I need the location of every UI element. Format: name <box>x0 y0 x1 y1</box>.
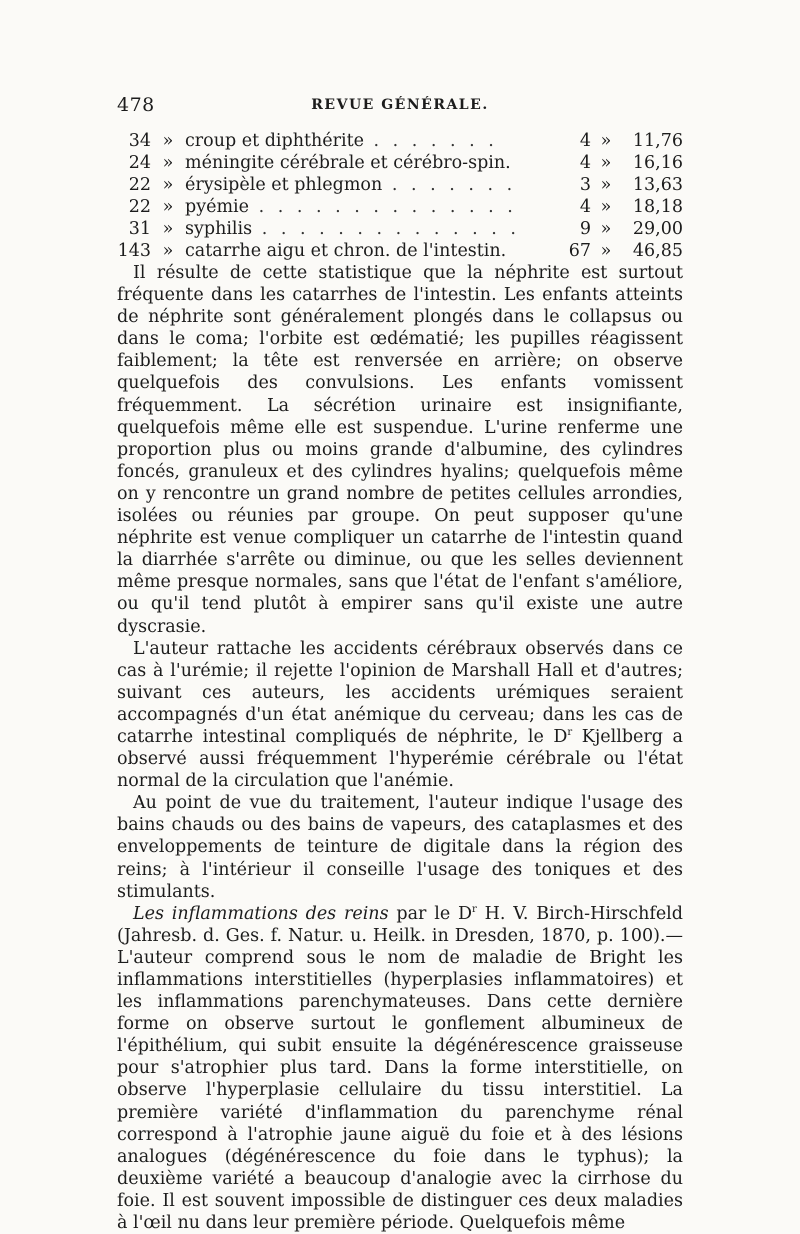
table-row <box>117 218 683 240</box>
disease-label: catarrhe aigu et chron. de l'intestin. <box>185 241 507 261</box>
case-count: 143 <box>117 241 151 261</box>
table-row <box>117 130 683 152</box>
ditto-mark: » <box>162 153 174 173</box>
table-row <box>117 196 683 218</box>
ditto-mark: » <box>162 131 174 151</box>
dot-leader: . . . . . . . <box>363 131 498 151</box>
ditto-mark: » <box>600 153 612 173</box>
table-row <box>117 174 683 196</box>
dot-leader: . . . . . . . . . . . . . . <box>249 197 517 217</box>
case-count: 22 <box>128 197 151 217</box>
disease-label: croup et diphthérite . . . . . . . <box>185 131 498 151</box>
disease-label: syphilis . . . . . . . . . . . . . . <box>185 219 520 239</box>
nephritis-count: 3 <box>579 175 591 195</box>
paragraph: Il résulte de cette statistique que la néphrite est surtout fréquente dans les catarrhes de l'intestin. Les enfants atteints de néphrite sont généralement plongés dans le collapsus ou dans le coma; l'orbite est œdématié; les pupilles réagissent faiblement; la tête est renversée en arrière; on observe quelquefois des convulsions. Les enfants vomissent fréquemment. La sécrétion urinaire est insignifiante, quelquefois même elle est suspendue. L'urine renferme une proportion plus ou moins grande d'albumine, des cylindres foncés, granuleux et des cylindres hyalins; quelquefois même on y rencontre un grand nombre de petites cellules arrondies, isolées ou réunies par groupe. On peut supposer qu'une néphrite est venue compliquer un catarrhe de l'intestin quand la diarrhée s'arrête ou diminue, ou que les selles deviennent même presque normales, sans que l'état de l'enfant s'améliore, ou qu'il tend plutôt à empirer sans qu'il existe une autre dyscrasie. <box>117 263 683 637</box>
ditto-mark: » <box>600 175 612 195</box>
table-row <box>117 240 683 262</box>
ditto-mark: » <box>600 131 612 151</box>
case-count: 34 <box>128 131 151 151</box>
ditto-mark: » <box>162 197 174 217</box>
nephritis-count: 4 <box>579 153 591 173</box>
ditto-mark: » <box>600 197 612 217</box>
percentage: 18,18 <box>632 197 683 217</box>
table-row <box>117 152 683 174</box>
case-count: 22 <box>128 175 151 195</box>
nephritis-count: 4 <box>579 197 591 217</box>
article-title: Les inflammations des reins <box>133 903 389 924</box>
paragraph: Au point de vue du traitement, l'auteur indique l'usage des bains chauds ou des bains de vapeurs, des cataplasmes et des enveloppements de teinture de digitale dans la région des reins; à l'intérieur il conseille l'usage des toniques et des stimulants. <box>117 793 683 902</box>
running-title: REVUE GÉNÉRALE. <box>311 97 489 113</box>
nephritis-count: 67 <box>568 241 591 261</box>
ditto-mark: » <box>600 219 612 239</box>
disease-label: érysipèle et phlegmon . . . . . . . <box>185 175 517 195</box>
page-number: 478 <box>117 94 155 116</box>
case-count: 24 <box>128 153 151 173</box>
disease-label: pyémie . . . . . . . . . . . . . . <box>185 197 517 217</box>
page-header <box>117 94 683 122</box>
percentage: 46,85 <box>632 241 683 261</box>
paragraph: Les inflammations des reins par le $D^r$ H. V. Birch-Hirschfeld (Jahresb. d. Ges. f. Natur. u. Heilk. in Dresden, 1870, p. 100).—L'auteur comprend sous le nom de maladie de Bright les inflammations interstitielles (hyperplasies inflammatoires) et les inflammations parenchymateuses. Dans cette dernière forme on observe surtout le gonflement albumineux de l'épithélium, qui subit ensuite la dégénérescence graisseuse pour s'atrophier plus tard. Dans la forme interstitielle, on observe l'hyperplasie cellulaire du tissu interstitiel. La première variété d'inflammation du parenchyme rénal correspond à l'atrophie jaune aiguë du foie et à des lésions analogues (dégénérescence du foie dans le typhus); la deuxième variété a beaucoup d'analogie avec la cirrhose du foie. Il est souvent impossible de distinguer ces deux maladies à l'œil nu dans leur première période. Quelquefois même <box>117 903 683 1234</box>
dot-leader: . . . . . . . <box>382 175 517 195</box>
nephritis-count: 9 <box>579 219 591 239</box>
percentage: 13,63 <box>632 175 683 195</box>
statistics-table <box>117 130 683 262</box>
ditto-mark: » <box>162 175 174 195</box>
disease-label: méningite cérébrale et cérébro-spin. <box>185 153 511 173</box>
article-body <box>117 262 683 1234</box>
nephritis-count: 4 <box>579 131 591 151</box>
percentage: 11,76 <box>632 131 683 151</box>
case-count: 31 <box>128 219 151 239</box>
paragraph: L'auteur rattache les accidents cérébraux observés dans ce cas à l'urémie; il rejette l'opinion de Marshall Hall et d'autres; suivant ces auteurs, les accidents urémiques seraient accompagnés d'un état anémique du cerveau; dans les cas de catarrhe intestinal compliqués de néphrite, le $D^r$ Kjellberg a observé aussi fréquemment l'hyperémie cérébrale ou l'état normal de la circulation que l'anémie. <box>117 638 683 792</box>
percentage: 29,00 <box>632 219 683 239</box>
ditto-mark: » <box>600 241 612 261</box>
percentage: 16,16 <box>632 153 683 173</box>
dot-leader: . . . . . . . . . . . . . . <box>252 219 520 239</box>
ditto-mark: » <box>162 219 174 239</box>
ditto-mark: » <box>162 241 174 261</box>
